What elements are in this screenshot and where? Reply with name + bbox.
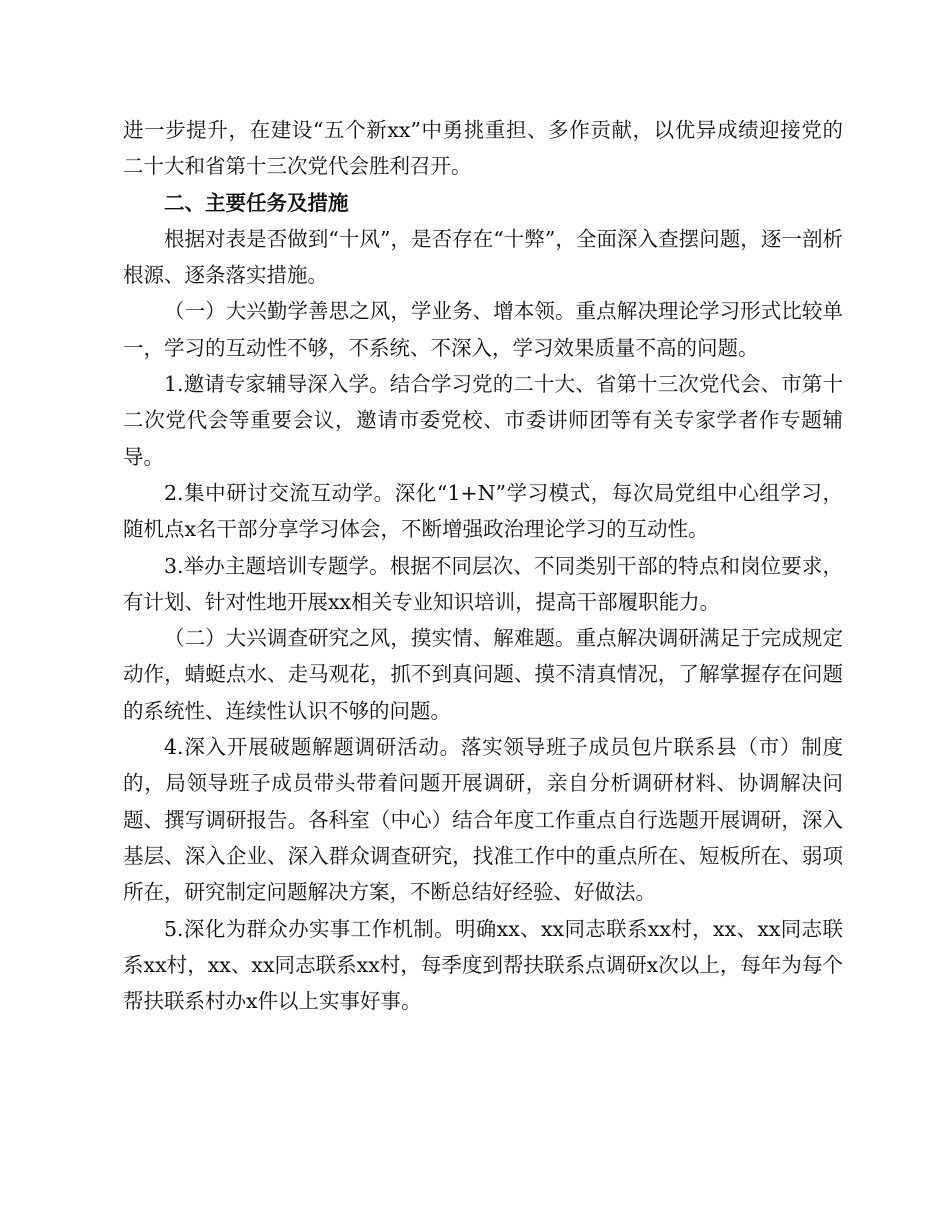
document-page [123, 112, 843, 1019]
subsection-heading-2: （二）大兴调查研究之风，摸实情、解难题。重点解决调研满足于完成规定动作，蜻蜓点水、走马观花，抓不到真问题、摸不清真情况，了解掌握存在问题的系统性、连续性认识不够的问题。 [123, 626, 843, 723]
task-item-2: 2.集中研讨交流互动学。深化“1+N”学习模式，每次局党组中心组学习，随机点x名干部分享学习体会，不断增强政治理论学习的互动性。 [123, 480, 843, 542]
paragraph-continuation: 进一步提升，在建设“五个新xx”中勇挑重担、多作贡献，以优异成绩迎接党的二十大和省第十三次党代会胜利召开。 [123, 118, 843, 179]
subsection-heading-1: （一）大兴勤学善思之风，学业务、增本领。重点解决理论学习形式比较单一，学习的互动性不够，不系统、不深入，学习效果质量不高的问题。 [123, 299, 843, 360]
task-item-4: 4.深入开展破题解题调研活动。落实领导班子成员包片联系县（市）制度的，局领导班子成员带头带着问题开展调研，亲自分析调研材料、协调解决问题、撰写调研报告。各科室（中心）结合年度工作重点自行选题开展调研，深入基层、深入企业、深入群众调查研究，找准工作中的重点所在、短板所在、弱项所在，研究制定问题解决方案，不断总结好经验、好做法。 [123, 735, 843, 905]
task-item-1: 1.邀请专家辅导深入学。结合学习党的二十大、省第十三次党代会、市第十二次党代会等重要会议，邀请市委党校、市委讲师团等有关专家学者作专题辅导。 [123, 372, 843, 469]
paragraph-intro: 根据对表是否做到“十风”，是否存在“十弊”，全面深入查摆问题，逐一剖析根源、逐条落实措施。 [123, 226, 843, 288]
section-heading: 二、主要任务及措施 [164, 190, 349, 215]
task-item-3: 3.举办主题培训专题学。根据不同层次、不同类别干部的特点和岗位要求，有计划、针对性地开展xx相关专业知识培训，提高干部履职能力。 [123, 553, 843, 614]
task-item-5: 5.深化为群众办实事工作机制。明确xx、xx同志联系xx村，xx、xx同志联系xx村，xx、xx同志联系xx村，每季度到帮扶联系点调研x次以上，每年为每个帮扶联系村办x件以上实事好事。 [123, 916, 843, 1014]
